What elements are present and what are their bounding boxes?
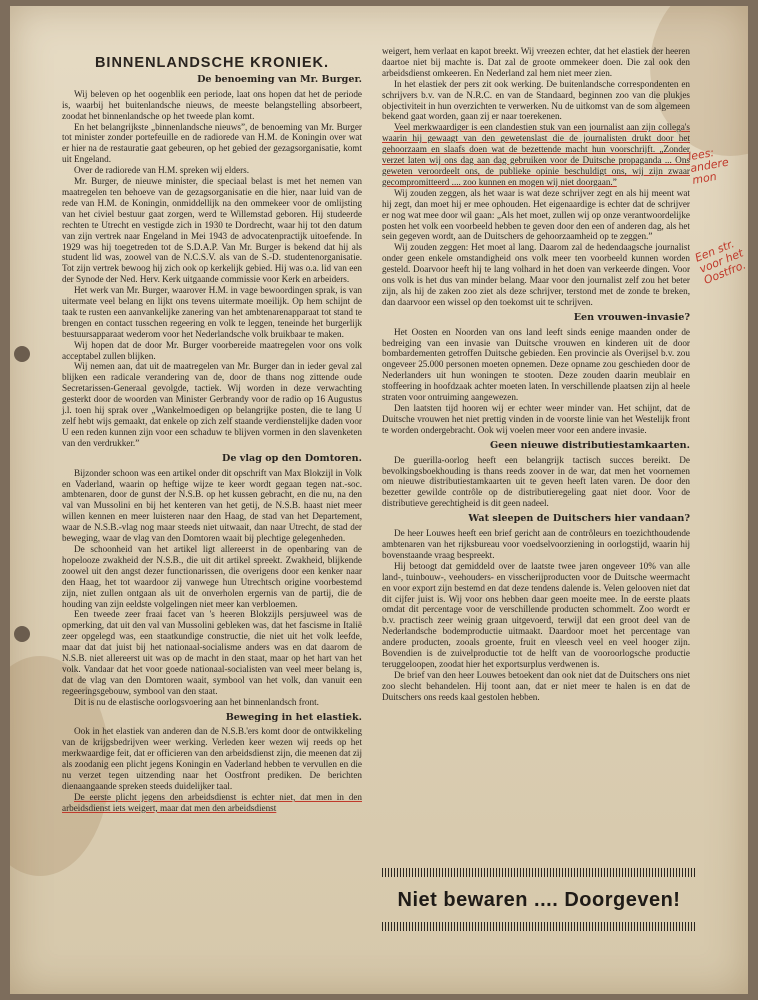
- paragraph: Wij hopen dat de door Mr. Burger voorbereide maatregelen voor ons volk acceptabel zullen blijken.: [62, 339, 362, 361]
- right-column: [382, 46, 690, 703]
- banner-rule-top: [382, 868, 696, 877]
- section-burger: [62, 75, 362, 449]
- paragraph: De eerste plicht jegens den arbeidsdienst is echter niet, dat men in den arbeidsdienst iets weigert, maar dat men den arbeidsdienst: [62, 791, 362, 813]
- paragraph: Mr. Burger, de nieuwe minister, die speciaal belast is met het nemen van maatregelen ten behoeve van de gezagsorganisatie en die hier, naar luid van de rede van H.M. de Koningin, onmiddellijk na den ommekeer voor de omlijsting van het civiel bestuur gaat zorgen, werd te Willemstad geboren. Hij studeerde rechten te Utrecht en vestigde zich in 1930 te Dordrecht, waar hij tot den datum van zijn vertrek naar Engeland in Mei 1943 de advocatenpractijk uitoefende. In 1929 was hij toegetreden tot de S.D.A.P. Van Mr. Burger is bekend dat hij als student lid was, zoowel van de N.C.S.V. als van de S.-D. studentenorganisatie. Tot zijn vertrek bewoog hij zich ook op kerkelijk gebied. Hij was o.a. lid van een der Synode der Ned. Herv. Kerk uitgaande commissie voor Kerk en arbeiders.: [62, 176, 362, 285]
- paragraph: En het belangrijkste „binnenlandsche nieuws”, de benoeming van Mr. Burger tot minister zonder portefeuille en de radiorede van H.M. de Koningin over wat er hier na de restauratie gaat gebeuren, op het gebied der gezagsorganisatie, komt uit Engeland.: [62, 121, 362, 165]
- section-heading: Wat sleepen de Duitschers hier vandaan?: [468, 513, 690, 525]
- paragraph: Over de radiorede van H.M. spreken wij elders.: [74, 165, 250, 176]
- section-elastiek: [62, 713, 362, 814]
- handwritten-note: Een str. voor het Oostfro.: [693, 237, 748, 287]
- section-heading: Beweging in het elastiek.: [225, 711, 362, 723]
- paragraph: Wij nemen aan, dat uit de maatregelen van Mr. Burger dan in ieder geval zal blijken een radicale verandering van de, door de thans nog zittende oude Secretarissen-Generaal gevolgde, tactiek. Wij worden in deze verwachting gesterkt door de woorden van Minister Gerbrandy voor de radio op 16 Augustus j.l. toen hij sprak over „Wankelmoedigen op belangrijke posten, die te lang U zelf hebt wijs gemaakt, dat enkele op zich zelf staande verdienstelijke daden voor U een reden kunnen zijn voor een schaduw te blijven vormen in den slavenketen van den verdrukker.”: [62, 361, 362, 448]
- paragraph: De guerilla-oorlog heeft een belangrijk tactisch succes bereikt. De bevolkingsboekhouding is thans reeds zoover in de war, dat men het voornemen om nieuwe distributiestamkaarten uit te geven heeft laten varen. De door den bezetter gewilde contrôle op de distributieregeling gaat niet door. Voor de distributieve gerechtigheid is dit geen nadeel.: [382, 454, 690, 509]
- paragraph: De schoonheid van het artikel ligt allereerst in de openbaring van de hopelooze zwakheid der N.S.B., die uit dit artikel spreekt. Zwakheid, blijkende zoowel uit den angst dezer functionarissen, die overigens door een kenker naar den Haag, het tot waardoor zij vanwege hun Utrechtsch origine voorbestemd zijn, niet zullen ontgaan als uit de onverholen ergernis van de partij, die de houding van zijn eeldste volgelingen niet meer kan verbloemen.: [62, 543, 362, 609]
- handwritten-note: lees: andere mon: [687, 145, 730, 187]
- section-duitschers: [382, 514, 690, 702]
- section-heading: De vlag op den Domtoren.: [222, 452, 362, 464]
- section-continuation: [382, 46, 690, 308]
- paragraph: weigert, hem verlaat en kapot breekt. Wij vreezen echter, dat het elastiek der heeren daartoe niet bij machte is. Dat zal de groote ommekeer doen. Die zal ook den arbeidsdienst omkeeren. En Nederland zal hem niet meer zien.: [382, 46, 690, 78]
- section-vrouwen-invasie: [382, 313, 690, 436]
- newspaper-page: [10, 6, 748, 994]
- section-distributie: [382, 441, 690, 509]
- paragraph: Het Oosten en Noorden van ons land leeft sinds eenige maanden onder de bedreiging van een invasie van Duitsche vrouwen en kinderen uit de door bombardementen getroffen Duitsche gebieden. Een provincie als Overijsel b.v. zou ongeveer 25.000 personen moeten opnemen. Deze opname zou geschieden door de Nederlanders uit hun woningen te stooten. Deze zouden daarin meublair en stoffeering in hoofdzaak achter moeten laten. In verschillende plaatsen zijn al heele straten voor ontruiming aangewezen.: [382, 326, 690, 403]
- punch-hole: [14, 346, 30, 362]
- left-column: [62, 55, 362, 814]
- paragraph: Veel merkwaardiger is een clandestien stuk van een journalist aan zijn collega's waarin hij gewaagt van den gewetenslast die de journalisten drukt door het gehoorzaam en slaafs doen wat de bezettende macht hun voorschrijft. „Zonder verzet laten wij ons dag aan dag gebruiken voor de Duitsche propaganda ... Ons geweten veroordeelt ons, de publieke opinie beschuldigt ons, wij zijn zwaar gecompromitteerd .... zoo kunnen en mogen wij niet doorgaan.”: [382, 122, 690, 187]
- punch-hole: [14, 626, 30, 642]
- paragraph: Hij betoogt dat gemiddeld over de laatste twee jaren ongeveer 10% van alle land-, tuinbouw-, veehouders- en visscherijproducten voor de Duitsche weermacht en voor export zijn bestemd en dat deze tendens dalende is. Velen gelooven niet dat dit cijfer juist is. Wij voor ons hebben daar geen moeite mee. In de eerste plaats omdat dit percentage voor de verschillende producten schommelt. Zoo wordt er b.v. practisch zeer weinig graan uitgevoerd, terwijl dat een groot deel van de Nederlandsche bodemproductie uitmaakt. Daardoor moet het percentage van andere producten, zooals groente, fruit en vleesch veel en veel hooger zijn. Bovendien is de zuivelproductie tot de helft van de vooroorlogsche productie teruggeloopen, zoodat hier het exportsurplus verdwenen is.: [382, 560, 690, 669]
- paragraph: Een tweede zeer fraai facet van 's heeren Blokzijls persjuweel was de opmerking, dat uit den val van Mussolini gebleken was, dat het fascisme in Italië zeer opgelegd was, een staatkundige constructie, die niet uit het volk leefde, maar dat dat juist bij het nationaal-socialisme anders was en dat daarom de N.S.B. niet allereerst uit was op de macht in den staat, maar op het hart van het volk. Vandaar dat het voor goede nationaal-socialisten van veel meer belang is, dat de vlag van den Domtoren waait, symbool van het volk, dan vanuit een regeeringsgebouw, symbool van den staat.: [62, 609, 362, 696]
- paragraph: Ook in het elastiek van anderen dan de N.S.B.'ers komt door de ontwikkeling van de krijgsbedrijven weer werking. Verleden keer wezen wij reeds op het merkwaardige feit, dat er officieren van den arbeidsdienst zijn, die meenen dat zij als zoodanig een plicht jegens Koningin en Vaderland hebben te vervullen en die nu verzet tegen uitzending naar het Oostfront prediken. De berichten dienaangaande spreken steeds duidelijker taal.: [62, 726, 362, 791]
- paragraph: Het werk van Mr. Burger, waarover H.M. in vage bewoordingen sprak, is van uitermate veel belang en lijkt ons tevens uitermate moeilijk. Op hem schijnt de taak te rusten een aanvankelijke zanering van het ambtenarenapparaat tot stand te brengen en contact tusschen regeering en volk te leggen, teneinde het burgerlijk bestuursapparaat wederom voor het Nederlandsche volk bruikbaar te maken.: [62, 285, 362, 339]
- banner-text: Niet bewaren .... Doorgeven!: [397, 889, 681, 911]
- banner-rule-bottom: [382, 922, 696, 931]
- banner: [382, 868, 696, 938]
- paragraph: In het elastiek der pers zit ook werking. De buitenlandsche correspondenten en schrijvers b.v. van de N.R.C. en van de Standaard, beginnen zoo van die plukjes objectiviteit in hun overzichten te verwerken. Nu de uitkomst van de som algemeen bekend gaat worden, gaan zij er naar toerekenen.: [382, 78, 690, 122]
- paragraph: Wij zouden zeggen, als het waar is wat deze schrijver zegt en als hij meent wat hij zegt, dan moet hij er mee ophouden. Het eigenaardige is echter dat de schrijver er nog wat mee door wil gaan: „Als het moet, zullen wij op onze verantwoordelijke posten het volk een voorbeeld hebben te geven door den een of anderen dag, als het sein gegeven wordt, aan de Duitschers de gehoorzaamheid op te zeggen.”: [382, 187, 690, 242]
- section-heading: Geen nieuwe distributiestamkaarten.: [489, 439, 690, 451]
- paragraph: Wij beleven op het oogenblik een periode, laat ons hopen dat het de periode is, waarbij het buitenlandsche nieuws, de meeste belangstelling absorbeert, zoodat het binnenlandsche op het tweede plan komt.: [62, 88, 362, 121]
- paragraph: Wij zouden zeggen: Het moet al lang. Daarom zal de hedendaagsche journalist onder geen enkele omstandigheid ons volk meer ten voorbeeld kunnen worden gesteld. Doarvoor heeft hij te lang volhard in het doen van verkeerde dingen. Voor ons volk is het dus van minder belang. Maar voor den journalist zelf zou het beter zijn, als hij de zaken zoo ziet als deze schrijver, terstond met de zonde te breken, dan daarvoor een wissel op den toekomst uit te schrijven.: [382, 242, 690, 307]
- section-heading: Een vrouwen-invasie?: [573, 311, 690, 323]
- paragraph: Den laatsten tijd hooren wij er echter weer minder van. Het schijnt, dat de Duitsche vrouwen het niet prettig vinden in de voorste linie van het Westelijk front te worden ondergebracht. Ook wij voelen meer voor een andere invasie.: [382, 403, 690, 435]
- paragraph: Dit is nu de elastische oorlogsvoering aan het binnenlandsch front.: [74, 696, 319, 707]
- section-domtoren: [62, 454, 362, 708]
- paragraph: De heer Louwes heeft een brief gericht aan de contrôleurs en toezichthoudende ambtenaren van het rijksbureau voor voedselvoorziening in oorlogstijd, waarin hij bovenstaande vraag bespreekt.: [382, 528, 690, 560]
- paragraph: Bijzonder schoon was een artikel onder dit opschrift van Max Blokzijl in Volk en Vaderland, waarin op heftige wijze te keer wordt gegaan tegen nat.-soc. ambtenaren, door de gunst der N.S.B. op het kussen gebracht, en die nu, na den val van Mussolini en bij het kenteren van het getij, de N.S.B. haast niet meer willen kennen en meer luisteren naar den Haag, de stad van het Departement, waar de N.S.B.-vlag nog maar steeds niet uitwaait, dan naar Utrecht, de stad der beweging, waar de vlag van den Domtoren waait bij plechtige gelegenheden.: [62, 467, 362, 544]
- page-title: BINNENLANDSCHE KRONIEK.: [94, 55, 330, 71]
- section-heading: De benoeming van Mr. Burger.: [197, 73, 362, 85]
- paragraph: De brief van den heer Louwes betoekent dan ook niet dat de Duitschers ons niet zoo slecht behandelen. Hij toont aan, dat er niet meer te halen is en dat de Duitschers ons reeds kaal gestolen hebben.: [382, 669, 690, 702]
